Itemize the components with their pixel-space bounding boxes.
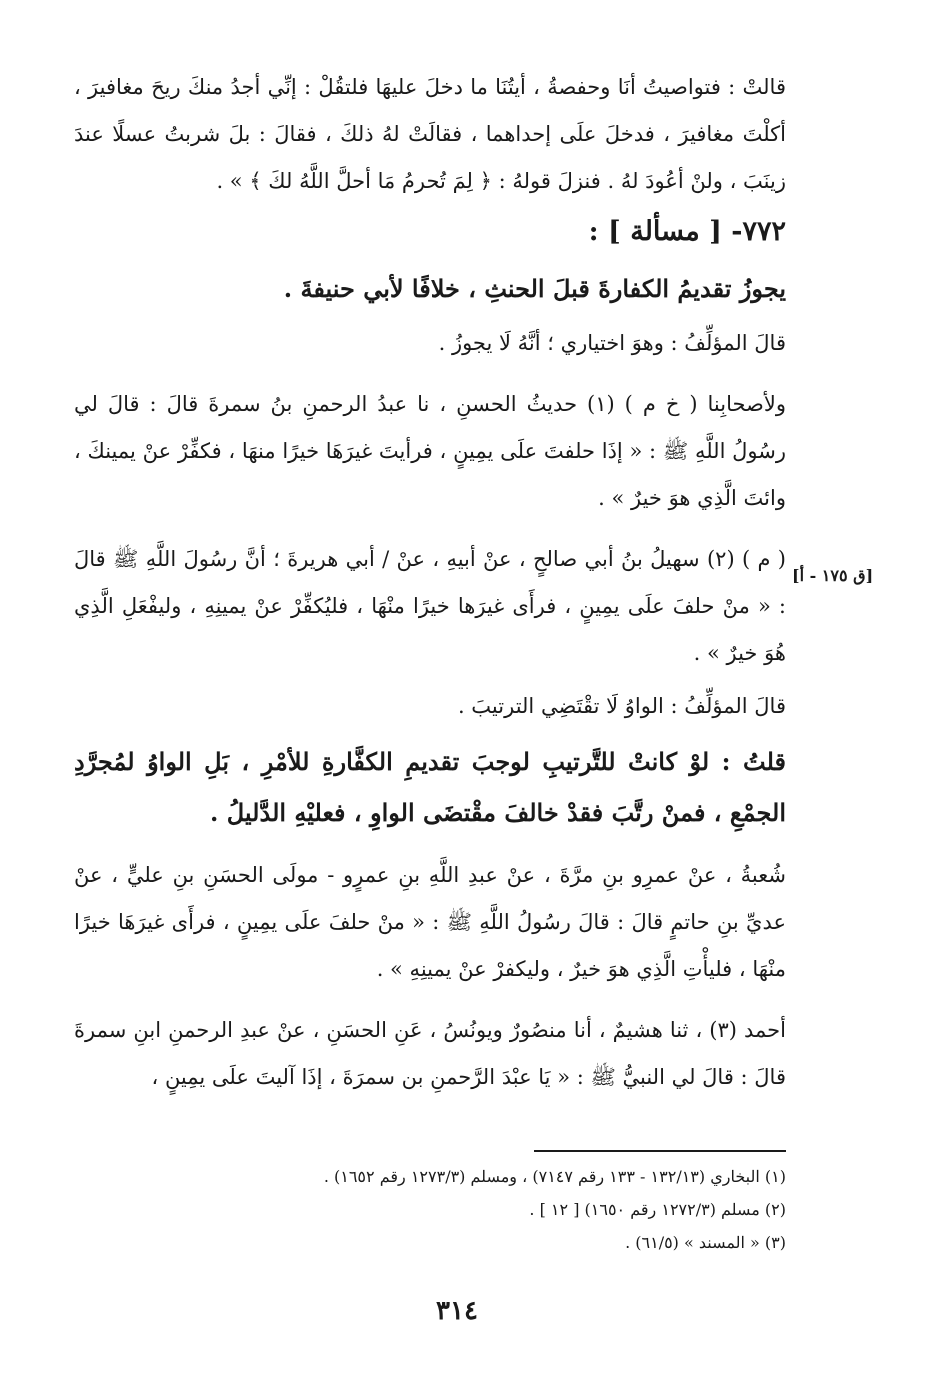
paragraph-ahmad-hadith: أحمد (٣) ، ثنا هشيمٌ ، أنا منصُورٌ ويونُسُ ، عَنِ الحسَنِ ، عنْ عبدِ الرحمنِ ابنِ سمرةَ قالَ : قالَ لي النبيُّ ﷺ : « يَا عبْدَ الرَّحمنِ بن سمرَةَ ، إذَا آليتَ علَى يمِينٍ ، xyxy=(74,1018,786,1089)
issue-statement: يجوزُ تقديمُ الكفارةَ قبلَ الحنثِ ، خلافًا لأبي حنيفةَ . xyxy=(283,274,786,303)
page-number xyxy=(0,1296,934,1326)
qultu-paragraph: قلتُ : لوْ كانتْ للتَّرتيبِ لوجبَ تقديمِ الكفَّارةِ للأمْرِ ، بَلِ الواوُ لمُجرَّدِ الجمْعِ ، فمنْ رتَّبَ فقدْ خالفَ مقْتضَى الواوِ ، فعليْهِ الدَّليلُ . xyxy=(74,747,786,827)
paragraph-shuba-hadith: شُعبةُ ، عنْ عمرِو بنِ مرَّةَ ، عنْ عبدِ اللَّهِ بنِ عمرٍو - مولَى الحسَنِ بنِ عليٍّ ، عنْ عديِّ بنِ حاتمٍ قالَ : قالَ رسُولُ اللَّهِ ﷺ : « منْ حلفَ علَى يمِينٍ ، فرأَى غيرَهَا خيرًا منْهَا ، فليأْتِ الَّذِي هوَ خيرٌ ، وليكفرْ عنْ يمينِهِ » . xyxy=(74,863,786,981)
footnote-2: (٢) مسلم (١٢٧٢/٣ رقم ١٦٥٠) [ ١٢ ] . xyxy=(529,1200,786,1219)
page-number-text: ٣١٤ xyxy=(436,1296,478,1326)
footnotes xyxy=(74,1160,786,1259)
page-body xyxy=(74,64,786,1101)
author-opinion: قالَ المؤلِّفُ : وهوَ اختياري ؛ أنَّهُ لَا يجوزُ . xyxy=(438,331,786,355)
footnote-divider xyxy=(534,1150,786,1152)
paragraph-hasan-hadith: ولأصحابِنا ( خ م ) (١) حديثُ الحسنِ ، نا عبدُ الرحمنِ بنُ سمرةَ قالَ : قالَ لي رسُولُ اللَّهِ ﷺ : « إذَا حلفتَ علَى يمِينٍ ، فرأيتَ غيرَهَا خيرًا منهَا ، فكفِّرْ عنْ يمينكَ ، وائتَ الَّذِي هوَ خيرٌ » . xyxy=(74,392,787,510)
paragraph-hafsa: قالتْ : فتواصيتُ أنَا وحفصةُ ، أيتُنَا ما دخلَ عليهَا فلتقُلْ : إنِّي أجدُ منكَ ريحَ مغافيرَ ، أكلْتَ مغافيرَ ، فدخلَ علَى إحداهما ، فقالَتْ لهُ ذلكَ ، فقالَ : بلَ شربتُ عسلًا عندَ زينَبَ ، ولنْ أعُودَ لهُ . فنزلَ قولهُ : ﴿ لِمَ تُحرمُ مَا أحلَّ اللَّهُ لكَ ﴾ » . xyxy=(74,75,786,193)
footnote-3: (٣) « المسند » (٦١/٥) . xyxy=(625,1233,786,1252)
paragraph-suhail-hadith: ( م ) (٢) سهيلُ بنُ أبي صالحٍ ، عنْ أبيهِ ، عنْ / أبي هريرةَ ؛ أنَّ رسُولَ اللَّهِ ﷺ قالَ : « منْ حلفَ علَى يمِينٍ ، فرأَى غيرَها خيرًا منْهَا ، فليُكفِّرْ عنْ يمينِهِ ، وليفْعَلِ الَّذِي هُوَ خيرٌ » . xyxy=(74,547,786,665)
manuscript-folio-note: [ق ١٧٥ - أ] xyxy=(792,566,874,585)
issue-heading: ٧٧٢- [ مسألة ] : xyxy=(588,216,786,247)
author-waw-remark: قالَ المؤلِّفُ : الواوُ لَا تقْتَضِي الترتيبَ . xyxy=(457,694,786,718)
footnote-1: (١) البخاري (١٣٢/١٣ - ١٣٣ رقم ٧١٤٧) ، ومسلم (١٢٧٣/٣ رقم ١٦٥٢) . xyxy=(323,1167,786,1186)
